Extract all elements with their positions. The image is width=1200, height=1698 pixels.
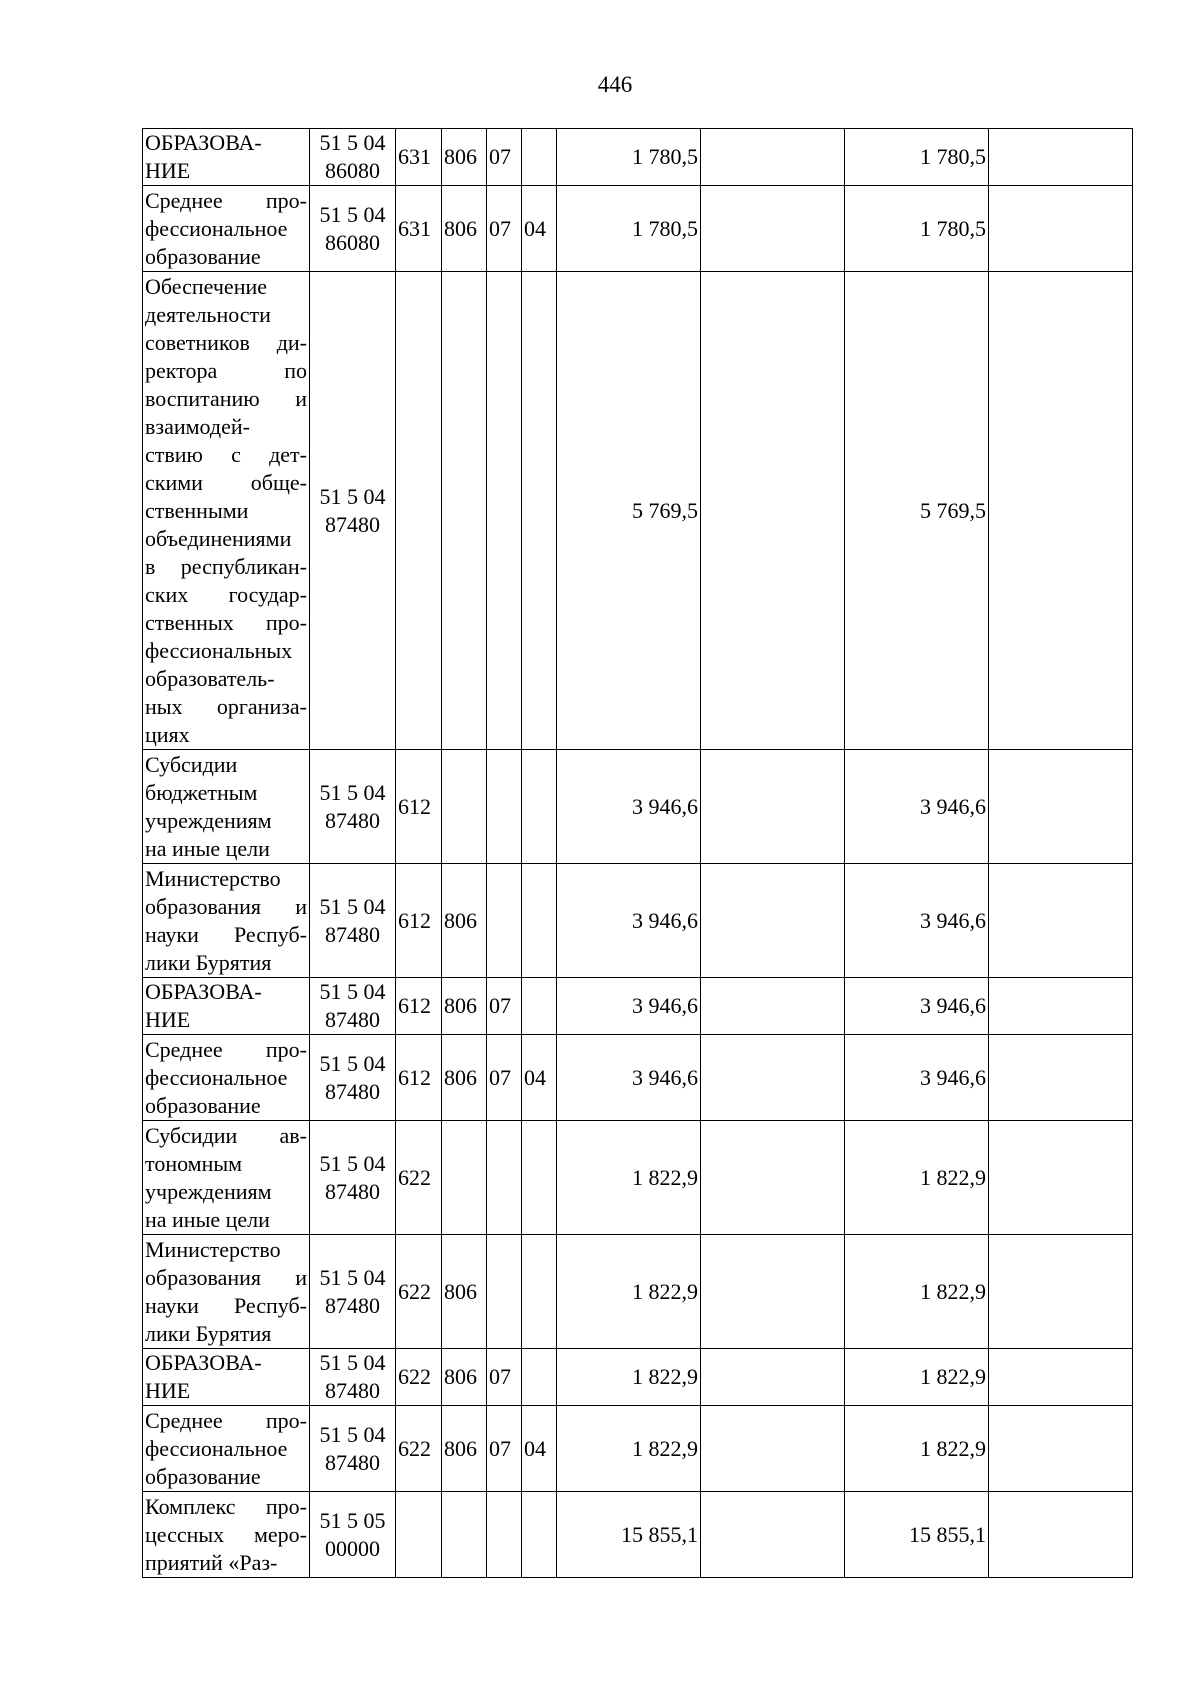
row-code-line: 87480 [325, 1378, 380, 1403]
row-code-line: 87480 [325, 1007, 380, 1032]
row-grbs: 806 [442, 1235, 487, 1349]
row-sum-3: 15 855,1 [845, 1492, 989, 1578]
row-name [143, 1492, 310, 1578]
row-sum-4 [989, 750, 1133, 864]
row-sum-4 [989, 864, 1133, 978]
row-code-line: 51 5 04 [319, 893, 386, 919]
row-code-line: 87480 [325, 1078, 380, 1104]
row-name [143, 1035, 310, 1121]
row-name-line: образование [145, 1092, 261, 1118]
row-code-line: 51 5 04 [319, 130, 386, 155]
row-sum-1: 3 946,6 [557, 978, 701, 1035]
row-sum-1: 15 855,1 [557, 1492, 701, 1578]
row-sum-2 [701, 272, 845, 750]
row-sum-1: 1 822,9 [557, 1349, 701, 1406]
row-sum-2 [701, 129, 845, 186]
row-name [143, 1235, 310, 1349]
row-code [310, 1035, 396, 1121]
row-sum-2 [701, 978, 845, 1035]
row-sum-1: 3 946,6 [557, 864, 701, 978]
page-number: 446 [597, 72, 633, 97]
row-name-line: приятий «Раз- [145, 1549, 278, 1575]
row-name-line: циях [145, 721, 190, 747]
row-pr [522, 1121, 557, 1235]
row-vr [396, 1492, 442, 1578]
row-name-line: фессиональное [145, 215, 288, 241]
table-row [143, 1349, 1133, 1406]
row-sum-3: 5 769,5 [845, 272, 989, 750]
row-code [310, 1349, 396, 1406]
row-name-line: в республикан- [145, 553, 307, 579]
row-rz [487, 864, 522, 978]
table-row [143, 750, 1133, 864]
row-grbs [442, 272, 487, 750]
row-pr [522, 129, 557, 186]
row-sum-2 [701, 750, 845, 864]
row-rz: 07 [487, 1406, 522, 1492]
row-grbs: 806 [442, 1406, 487, 1492]
row-code [310, 129, 396, 186]
row-rz [487, 750, 522, 864]
row-code [310, 864, 396, 978]
row-name-line: Среднее про- [145, 187, 307, 213]
row-rz [487, 1121, 522, 1235]
table-row [143, 1121, 1133, 1235]
row-grbs: 806 [442, 186, 487, 272]
row-pr [522, 978, 557, 1035]
row-vr: 622 [396, 1235, 442, 1349]
row-name-line: Обеспечение [145, 273, 267, 299]
table-row [143, 1406, 1133, 1492]
row-sum-4 [989, 1035, 1133, 1121]
row-vr: 631 [396, 186, 442, 272]
row-pr [522, 1492, 557, 1578]
table-row [143, 1235, 1133, 1349]
row-name-line: образования и [145, 893, 307, 919]
row-sum-4 [989, 978, 1133, 1035]
row-name-line: Среднее про- [145, 1407, 307, 1433]
row-sum-1: 3 946,6 [557, 750, 701, 864]
row-sum-1: 1 822,9 [557, 1406, 701, 1492]
row-name-line: фессиональное [145, 1435, 288, 1461]
row-name-line: НИЕ [145, 1007, 191, 1032]
row-sum-1: 1 822,9 [557, 1121, 701, 1235]
row-name-line: Министерство [145, 865, 281, 891]
row-pr [522, 272, 557, 750]
row-grbs: 806 [442, 129, 487, 186]
row-rz: 07 [487, 186, 522, 272]
row-name-line: образование [145, 243, 261, 269]
row-pr [522, 1235, 557, 1349]
row-sum-1: 1 780,5 [557, 129, 701, 186]
row-code-line: 51 5 04 [319, 1264, 386, 1290]
row-code-line: 51 5 04 [319, 1421, 386, 1447]
row-name-line: ректора по [145, 357, 307, 383]
row-name-line: объединениями [145, 525, 292, 551]
row-sum-4 [989, 1492, 1133, 1578]
row-code [310, 186, 396, 272]
row-vr: 622 [396, 1121, 442, 1235]
row-sum-1: 1 780,5 [557, 186, 701, 272]
row-code-line: 87480 [325, 807, 380, 833]
row-code-line: 87480 [325, 1449, 380, 1475]
row-grbs: 806 [442, 864, 487, 978]
row-name-line: ских государ- [145, 581, 307, 607]
row-rz [487, 1492, 522, 1578]
row-sum-1: 1 822,9 [557, 1235, 701, 1349]
row-sum-1: 5 769,5 [557, 272, 701, 750]
row-name-line: ОБРАЗОВА- [145, 130, 262, 155]
row-code-line: 86080 [325, 158, 380, 183]
row-name-line: воспитанию и [145, 385, 307, 411]
row-sum-3: 1 822,9 [845, 1349, 989, 1406]
row-name-line: НИЕ [145, 158, 191, 183]
row-name-line: науки Респуб- [145, 1292, 307, 1318]
row-vr [396, 272, 442, 750]
row-vr: 631 [396, 129, 442, 186]
row-name [143, 1121, 310, 1235]
row-sum-2 [701, 186, 845, 272]
row-sum-4 [989, 1349, 1133, 1406]
row-grbs: 806 [442, 1035, 487, 1121]
row-code-line: 51 5 04 [319, 483, 386, 509]
row-vr: 612 [396, 1035, 442, 1121]
row-name-line: НИЕ [145, 1378, 191, 1403]
row-name-line: ОБРАЗОВА- [145, 979, 262, 1004]
row-pr: 04 [522, 1406, 557, 1492]
row-name [143, 1349, 310, 1406]
row-sum-3: 1 822,9 [845, 1235, 989, 1349]
row-rz: 07 [487, 129, 522, 186]
row-code [310, 978, 396, 1035]
row-sum-2 [701, 1492, 845, 1578]
row-sum-3: 1 822,9 [845, 1406, 989, 1492]
row-name-line: ственных про- [145, 609, 307, 635]
row-name-line: ственными [145, 497, 249, 523]
row-pr: 04 [522, 1035, 557, 1121]
row-name-line: на иные цели [145, 835, 270, 861]
row-sum-2 [701, 864, 845, 978]
row-code-line: 87480 [325, 1178, 380, 1204]
row-code [310, 1492, 396, 1578]
row-code-line: 51 5 04 [319, 201, 386, 227]
budget-table-body [143, 129, 1133, 1578]
row-code [310, 750, 396, 864]
row-code-line: 51 5 04 [319, 779, 386, 805]
row-sum-2 [701, 1035, 845, 1121]
row-vr: 622 [396, 1349, 442, 1406]
row-rz [487, 272, 522, 750]
row-rz [487, 1235, 522, 1349]
row-name-line: учреждениям [145, 1178, 272, 1204]
row-sum-2 [701, 1349, 845, 1406]
row-vr: 612 [396, 750, 442, 864]
row-grbs [442, 1492, 487, 1578]
row-sum-3: 3 946,6 [845, 1035, 989, 1121]
row-sum-2 [701, 1235, 845, 1349]
row-sum-3: 3 946,6 [845, 750, 989, 864]
table-row [143, 864, 1133, 978]
budget-table [142, 128, 1133, 1578]
row-name-line: скими обще- [145, 469, 307, 495]
table-row [143, 129, 1133, 186]
row-rz: 07 [487, 1035, 522, 1121]
row-name-line: взаимодей- [145, 413, 250, 439]
row-name [143, 129, 310, 186]
row-code [310, 272, 396, 750]
row-sum-3: 3 946,6 [845, 864, 989, 978]
table-row [143, 978, 1133, 1035]
row-name [143, 186, 310, 272]
row-name-line: лики Бурятия [145, 1320, 272, 1346]
row-code [310, 1406, 396, 1492]
table-row [143, 272, 1133, 750]
row-sum-4 [989, 1406, 1133, 1492]
row-sum-4 [989, 1235, 1133, 1349]
row-vr: 622 [396, 1406, 442, 1492]
row-pr [522, 864, 557, 978]
row-name-line: лики Бурятия [145, 949, 272, 975]
row-name-line: Комплекс про- [145, 1493, 307, 1519]
row-grbs: 806 [442, 978, 487, 1035]
row-name-line: учреждениям [145, 807, 272, 833]
row-name-line: Субсидии [145, 751, 238, 777]
row-name-line: образование [145, 1463, 261, 1489]
row-vr: 612 [396, 978, 442, 1035]
row-sum-4 [989, 186, 1133, 272]
row-code-line: 87480 [325, 921, 380, 947]
row-name-line: образователь- [145, 665, 275, 691]
row-name-line: на иные цели [145, 1206, 270, 1232]
row-vr: 612 [396, 864, 442, 978]
row-name-line: бюджетным [145, 779, 258, 805]
row-pr [522, 750, 557, 864]
row-code-line: 51 5 04 [319, 1050, 386, 1076]
row-code-line: 86080 [325, 229, 380, 255]
row-name-line: фессиональных [145, 637, 293, 663]
row-name-line: тономным [145, 1150, 243, 1176]
row-name-line: фессиональное [145, 1064, 288, 1090]
row-name [143, 864, 310, 978]
row-name-line: советников ди- [145, 329, 307, 355]
row-code-line: 51 5 04 [319, 1350, 386, 1375]
row-rz: 07 [487, 1349, 522, 1406]
row-grbs: 806 [442, 1349, 487, 1406]
row-sum-1: 3 946,6 [557, 1035, 701, 1121]
row-name-line: цессных меро- [145, 1521, 307, 1547]
row-code-line: 51 5 05 [319, 1507, 386, 1533]
row-sum-2 [701, 1406, 845, 1492]
row-name-line: Министерство [145, 1236, 281, 1262]
row-name [143, 1406, 310, 1492]
row-grbs [442, 750, 487, 864]
row-code-line: 87480 [325, 1292, 380, 1318]
row-pr: 04 [522, 186, 557, 272]
row-name [143, 978, 310, 1035]
row-name [143, 750, 310, 864]
row-sum-3: 1 780,5 [845, 129, 989, 186]
table-row [143, 186, 1133, 272]
row-sum-4 [989, 1121, 1133, 1235]
row-sum-4 [989, 272, 1133, 750]
row-rz: 07 [487, 978, 522, 1035]
row-name-line: образования и [145, 1264, 307, 1290]
row-name-line: ных организа- [145, 693, 307, 719]
row-code [310, 1235, 396, 1349]
row-sum-3: 3 946,6 [845, 978, 989, 1035]
row-sum-4 [989, 129, 1133, 186]
row-name-line: Субсидии ав- [145, 1122, 307, 1148]
row-code-line: 87480 [325, 511, 380, 537]
row-sum-3: 1 780,5 [845, 186, 989, 272]
row-name-line: ОБРАЗОВА- [145, 1350, 262, 1375]
row-code-line: 51 5 04 [319, 979, 386, 1004]
row-name-line: Среднее про- [145, 1036, 307, 1062]
row-sum-2 [701, 1121, 845, 1235]
row-name-line: науки Респуб- [145, 921, 307, 947]
row-name-line: ствию с дет- [145, 441, 307, 467]
row-code [310, 1121, 396, 1235]
row-name [143, 272, 310, 750]
row-code-line: 00000 [325, 1535, 380, 1561]
row-pr [522, 1349, 557, 1406]
table-row [143, 1492, 1133, 1578]
row-grbs [442, 1121, 487, 1235]
row-sum-3: 1 822,9 [845, 1121, 989, 1235]
table-row [143, 1035, 1133, 1121]
row-code-line: 51 5 04 [319, 1150, 386, 1176]
row-name-line: деятельности [145, 301, 271, 327]
